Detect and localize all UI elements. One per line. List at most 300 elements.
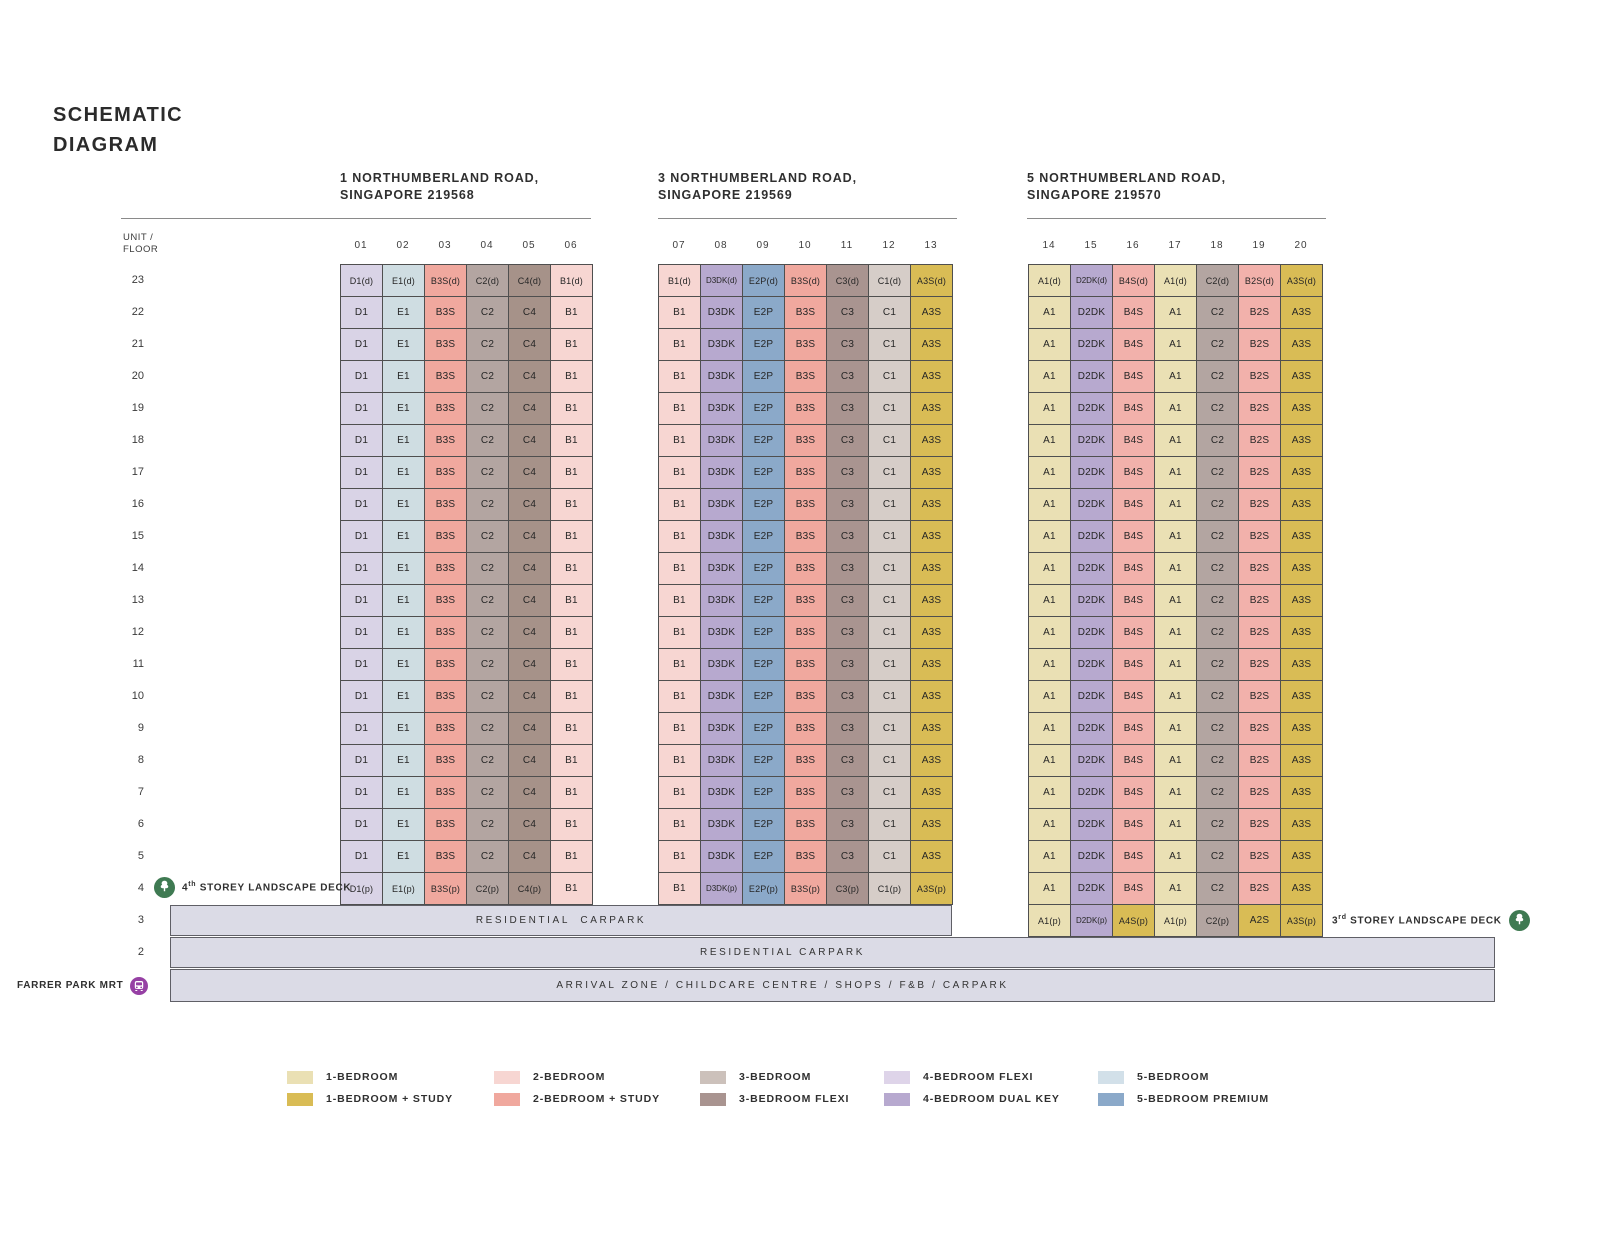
- unit-cell: A3S: [911, 489, 952, 520]
- unit-cell: D3DK: [701, 649, 742, 680]
- unit-cell: B3S: [785, 745, 826, 776]
- unit-cell: C3: [827, 809, 868, 840]
- block-2-header-rule: [658, 218, 957, 219]
- unit-cell: C4: [509, 777, 550, 808]
- unit-cell: C4: [509, 457, 550, 488]
- unit-cell: C2: [467, 457, 508, 488]
- floor-2-carpark-label: RESIDENTIAL CARPARK: [700, 947, 865, 958]
- unit-cell: D2DK: [1071, 297, 1112, 328]
- unit-cell: B1: [551, 873, 592, 904]
- unit-number-06: 06: [564, 240, 578, 251]
- unit-number-16: 16: [1126, 240, 1140, 251]
- unit-cell: A3S: [911, 585, 952, 616]
- unit-cell: B2S: [1239, 873, 1280, 904]
- unit-cell: A3S: [1281, 393, 1322, 424]
- unit-cell: A3S(p): [911, 873, 952, 904]
- unit-cell: B2S: [1239, 681, 1280, 712]
- block-2-unit-numbers: [658, 236, 952, 256]
- unit-cell: B3S: [425, 841, 466, 872]
- legend-label: 4-BEDROOM DUAL KEY: [923, 1093, 1060, 1105]
- unit-cell: B3S: [425, 649, 466, 680]
- unit-cell: A1: [1155, 681, 1196, 712]
- unit-cell: A1: [1029, 425, 1070, 456]
- unit-cell: A3S: [1281, 361, 1322, 392]
- unit-cell: B3S(d): [425, 265, 466, 296]
- unit-number-01: 01: [354, 240, 368, 251]
- unit-cell: B3S: [425, 745, 466, 776]
- legend-column: [884, 1066, 1060, 1110]
- floor-label-13: 13: [131, 594, 144, 606]
- unit-cell: E1: [383, 457, 424, 488]
- unit-cell: C2: [1197, 329, 1238, 360]
- unit-cell: A3S: [911, 649, 952, 680]
- unit-cell: C3: [827, 681, 868, 712]
- floor-label-15: 15: [131, 530, 144, 542]
- unit-cell: D1: [341, 489, 382, 520]
- unit-cell: B1: [551, 361, 592, 392]
- unit-cell: B2S: [1239, 425, 1280, 456]
- unit-cell: B3S: [785, 553, 826, 584]
- unit-cell: B4S: [1113, 297, 1154, 328]
- legend-swatch: [287, 1071, 313, 1084]
- unit-cell: E1: [383, 297, 424, 328]
- unit-cell: C1: [869, 585, 910, 616]
- unit-number-19: 19: [1252, 240, 1266, 251]
- unit-cell: D3DK: [701, 585, 742, 616]
- unit-cell: E1(p): [383, 873, 424, 904]
- unit-cell: B3S: [425, 777, 466, 808]
- legend-swatch: [700, 1093, 726, 1106]
- unit-cell: A3S: [1281, 585, 1322, 616]
- unit-cell: C4: [509, 841, 550, 872]
- unit-cell: B3S: [785, 489, 826, 520]
- unit-cell: C2: [467, 745, 508, 776]
- unit-cell: E1(d): [383, 265, 424, 296]
- floor-label-21: 21: [131, 338, 144, 350]
- block-1-address: [340, 170, 539, 204]
- unit-grid-block-2: [658, 264, 953, 905]
- floor-label-10: 10: [131, 690, 144, 702]
- unit-number-10: 10: [798, 240, 812, 251]
- unit-cell: B3S: [785, 425, 826, 456]
- unit-cell: A1: [1029, 489, 1070, 520]
- unit-cell: D3DK(d): [701, 265, 742, 296]
- unit-cell: B4S: [1113, 361, 1154, 392]
- unit-cell: C2: [1197, 393, 1238, 424]
- unit-cell: C1(d): [869, 265, 910, 296]
- page-title: [53, 100, 183, 160]
- unit-cell: D3DK: [701, 777, 742, 808]
- unit-cell: C1: [869, 393, 910, 424]
- block-2-address-line2: SINGAPORE 219569: [658, 188, 793, 202]
- floor-label-5: 5: [137, 850, 144, 862]
- unit-cell: B1: [551, 585, 592, 616]
- unit-cell: C2(d): [1197, 265, 1238, 296]
- unit-cell: D3DK: [701, 681, 742, 712]
- unit-cell: B3S: [425, 489, 466, 520]
- unit-cell: A1: [1029, 649, 1070, 680]
- unit-cell: C2: [1197, 745, 1238, 776]
- unit-cell: B3S: [425, 521, 466, 552]
- unit-cell: A3S: [911, 361, 952, 392]
- unit-cell: C2: [1197, 809, 1238, 840]
- unit-cell: A3S: [1281, 745, 1322, 776]
- unit-cell: D3DK: [701, 457, 742, 488]
- landscape-deck-3-label: 3rd STOREY LANDSCAPE DECK: [1332, 914, 1502, 927]
- unit-cell: D3DK: [701, 521, 742, 552]
- unit-cell: C2: [1197, 777, 1238, 808]
- unit-cell: B1: [659, 777, 700, 808]
- unit-cell: A1: [1155, 393, 1196, 424]
- unit-cell: C3: [827, 649, 868, 680]
- unit-cell: A1: [1155, 297, 1196, 328]
- unit-cell: B4S: [1113, 745, 1154, 776]
- unit-cell: A3S: [911, 553, 952, 584]
- unit-cell: B3S: [425, 329, 466, 360]
- unit-cell: A1: [1155, 425, 1196, 456]
- unit-cell: D2DK: [1071, 521, 1112, 552]
- unit-cell: C2: [467, 393, 508, 424]
- unit-cell: A3S: [911, 297, 952, 328]
- block-3-address-line2: SINGAPORE 219570: [1027, 188, 1162, 202]
- unit-cell: C4(d): [509, 265, 550, 296]
- legend-column: [700, 1066, 849, 1110]
- unit-cell: B1: [551, 297, 592, 328]
- unit-cell: B1: [551, 713, 592, 744]
- unit-cell: D2DK: [1071, 617, 1112, 648]
- unit-cell: E1: [383, 841, 424, 872]
- floor-1-arrival-label: ARRIVAL ZONE / CHILDCARE CENTRE / SHOPS / F&B / CARPARK: [556, 980, 1009, 991]
- unit-cell: B3S(p): [425, 873, 466, 904]
- unit-cell: C2: [467, 649, 508, 680]
- legend-column: [1098, 1066, 1269, 1110]
- tree-icon: [1509, 910, 1530, 931]
- unit-cell: A3S: [1281, 841, 1322, 872]
- unit-cell: C2: [467, 329, 508, 360]
- floor-3-carpark-label: RESIDENTIAL CARPARK: [475, 915, 647, 926]
- unit-cell: C1: [869, 649, 910, 680]
- unit-cell: C2(d): [467, 265, 508, 296]
- unit-cell: B3S: [785, 681, 826, 712]
- unit-cell: C1: [869, 841, 910, 872]
- unit-cell: C4: [509, 713, 550, 744]
- floor-label-23: 23: [131, 274, 144, 286]
- unit-cell: B3S: [425, 361, 466, 392]
- unit-cell: A1: [1029, 777, 1070, 808]
- unit-cell: B3S: [425, 425, 466, 456]
- unit-cell: B1: [551, 745, 592, 776]
- unit-cell: B3S: [425, 681, 466, 712]
- unit-cell: C3: [827, 425, 868, 456]
- unit-cell: A3S: [911, 521, 952, 552]
- unit-cell: C4: [509, 649, 550, 680]
- legend-item: [287, 1088, 453, 1110]
- unit-cell: A1: [1155, 809, 1196, 840]
- unit-cell: D1: [341, 361, 382, 392]
- unit-number-05: 05: [522, 240, 536, 251]
- unit-cell: C1: [869, 809, 910, 840]
- unit-cell: D3DK: [701, 393, 742, 424]
- unit-cell: B3S: [785, 617, 826, 648]
- unit-cell: C2(p): [467, 873, 508, 904]
- unit-cell: A3S: [1281, 713, 1322, 744]
- unit-cell: B2S: [1239, 585, 1280, 616]
- unit-cell: C1: [869, 521, 910, 552]
- legend-item: [494, 1088, 660, 1110]
- unit-cell: E1: [383, 425, 424, 456]
- unit-cell: A1(p): [1029, 905, 1070, 936]
- unit-cell: B1: [551, 681, 592, 712]
- unit-cell: B2S: [1239, 393, 1280, 424]
- unit-cell: A2S: [1239, 905, 1280, 936]
- unit-cell: B2S: [1239, 521, 1280, 552]
- unit-cell: C4: [509, 329, 550, 360]
- unit-cell: A1: [1155, 841, 1196, 872]
- unit-cell: A3S: [911, 457, 952, 488]
- block-2-address-line1: 3 NORTHUMBERLAND ROAD,: [658, 171, 857, 185]
- legend-label: 5-BEDROOM PREMIUM: [1137, 1093, 1269, 1105]
- unit-cell: B1: [659, 361, 700, 392]
- unit-cell: A1: [1029, 457, 1070, 488]
- unit-cell: B1: [659, 841, 700, 872]
- unit-cell: A3S(p): [1281, 905, 1322, 936]
- unit-cell: B2S: [1239, 649, 1280, 680]
- unit-cell: C2: [1197, 617, 1238, 648]
- unit-cell: C1(p): [869, 873, 910, 904]
- unit-grid-block-3: [1028, 264, 1323, 937]
- unit-cell: B1: [551, 553, 592, 584]
- unit-cell: B3S: [785, 393, 826, 424]
- unit-cell: C2: [467, 297, 508, 328]
- unit-cell: C2: [1197, 713, 1238, 744]
- unit-cell: A1: [1029, 553, 1070, 584]
- legend-swatch: [884, 1071, 910, 1084]
- unit-cell: A3S: [911, 617, 952, 648]
- unit-cell: D1(d): [341, 265, 382, 296]
- train-icon: [130, 977, 148, 995]
- unit-cell: B2S: [1239, 841, 1280, 872]
- unit-cell: D2DK: [1071, 585, 1112, 616]
- unit-number-18: 18: [1210, 240, 1224, 251]
- unit-cell: C3: [827, 521, 868, 552]
- block-1-address-line2: SINGAPORE 219568: [340, 188, 475, 202]
- floor-1-arrival-band: [170, 969, 1495, 1002]
- unit-cell: C1: [869, 489, 910, 520]
- unit-cell: C4: [509, 617, 550, 648]
- unit-cell: D1: [341, 617, 382, 648]
- unit-number-11: 11: [840, 240, 854, 251]
- unit-cell: B1: [551, 777, 592, 808]
- unit-cell: C4: [509, 809, 550, 840]
- unit-cell: B3S: [785, 841, 826, 872]
- unit-cell: A3S: [911, 425, 952, 456]
- unit-cell: C4: [509, 585, 550, 616]
- unit-number-09: 09: [756, 240, 770, 251]
- unit-cell: A3S: [911, 681, 952, 712]
- unit-cell: D1: [341, 393, 382, 424]
- unit-cell: D3DK: [701, 297, 742, 328]
- unit-cell: B3S: [425, 713, 466, 744]
- unit-number-07: 07: [672, 240, 686, 251]
- unit-cell: B1: [551, 617, 592, 648]
- unit-cell: D3DK: [701, 553, 742, 584]
- unit-cell: E2P: [743, 777, 784, 808]
- legend-label: 1-BEDROOM + STUDY: [326, 1093, 454, 1105]
- unit-cell: C1: [869, 361, 910, 392]
- unit-cell: A1: [1029, 297, 1070, 328]
- unit-number-17: 17: [1168, 240, 1182, 251]
- unit-cell: B2S: [1239, 489, 1280, 520]
- floor-label-7: 7: [137, 786, 144, 798]
- unit-cell: B1: [659, 585, 700, 616]
- unit-cell: E1: [383, 745, 424, 776]
- unit-cell: D1: [341, 777, 382, 808]
- unit-cell: A1: [1155, 745, 1196, 776]
- unit-number-12: 12: [882, 240, 896, 251]
- unit-cell: A1: [1155, 329, 1196, 360]
- unit-cell: C2: [467, 521, 508, 552]
- block-1-unit-numbers: [340, 236, 592, 256]
- block-3-address: [1027, 170, 1226, 204]
- unit-cell: B1: [551, 457, 592, 488]
- unit-cell: D2DK: [1071, 489, 1112, 520]
- unit-cell: A3S: [1281, 297, 1322, 328]
- block-1-address-line1: 1 NORTHUMBERLAND ROAD,: [340, 171, 539, 185]
- unit-cell: E1: [383, 393, 424, 424]
- farrer-park-mrt-label: FARRER PARK MRT: [17, 980, 124, 991]
- floor-label-6: 6: [137, 818, 144, 830]
- unit-cell: A1(d): [1029, 265, 1070, 296]
- unit-cell: A1(d): [1155, 265, 1196, 296]
- legend-swatch: [1098, 1093, 1124, 1106]
- legend-swatch: [1098, 1071, 1124, 1084]
- unit-cell: C4: [509, 361, 550, 392]
- legend-item: [884, 1088, 1060, 1110]
- unit-cell: B1: [551, 425, 592, 456]
- unit-cell: A3S: [1281, 809, 1322, 840]
- unit-cell: B1: [659, 457, 700, 488]
- unit-cell: B2S: [1239, 809, 1280, 840]
- unit-cell: C2: [1197, 841, 1238, 872]
- unit-cell: C4: [509, 521, 550, 552]
- unit-cell: C3: [827, 585, 868, 616]
- unit-cell: A3S: [911, 329, 952, 360]
- unit-cell: E1: [383, 585, 424, 616]
- unit-cell: E1: [383, 361, 424, 392]
- unit-cell: B4S: [1113, 649, 1154, 680]
- unit-cell: D2DK(d): [1071, 265, 1112, 296]
- floor-label-20: 20: [131, 370, 144, 382]
- unit-cell: B2S: [1239, 713, 1280, 744]
- unit-cell: B3S: [785, 777, 826, 808]
- unit-cell: B1: [551, 841, 592, 872]
- unit-cell: B4S: [1113, 425, 1154, 456]
- floor-label-11: 11: [132, 658, 144, 670]
- unit-cell: C2: [1197, 489, 1238, 520]
- unit-cell: A1: [1155, 777, 1196, 808]
- unit-cell: B3S: [785, 329, 826, 360]
- unit-cell: C2: [467, 713, 508, 744]
- unit-cell: D3DK: [701, 809, 742, 840]
- unit-cell: B3S: [425, 553, 466, 584]
- unit-cell: B4S: [1113, 713, 1154, 744]
- unit-cell: B4S: [1113, 873, 1154, 904]
- unit-cell: B2S: [1239, 297, 1280, 328]
- unit-cell: A1: [1155, 361, 1196, 392]
- unit-number-15: 15: [1084, 240, 1098, 251]
- unit-cell: C1: [869, 745, 910, 776]
- unit-cell: E2P: [743, 329, 784, 360]
- legend-label: 5-BEDROOM: [1137, 1071, 1210, 1083]
- floor-label-3: 3: [137, 914, 144, 926]
- unit-cell: E2P: [743, 713, 784, 744]
- unit-cell: B3S: [425, 393, 466, 424]
- legend-item: [700, 1066, 849, 1088]
- unit-cell: A3S: [1281, 617, 1322, 648]
- unit-cell: D1: [341, 297, 382, 328]
- unit-cell: B4S: [1113, 553, 1154, 584]
- unit-cell: D2DK: [1071, 745, 1112, 776]
- unit-cell: D2DK: [1071, 873, 1112, 904]
- unit-cell: A3S: [911, 393, 952, 424]
- unit-cell: A1: [1155, 617, 1196, 648]
- floor-label-18: 18: [131, 434, 144, 446]
- landscape-deck-4-annotation: [154, 871, 351, 903]
- unit-floor-line1: UNIT /: [123, 232, 154, 243]
- unit-cell: E2P: [743, 489, 784, 520]
- unit-cell: B1: [659, 329, 700, 360]
- unit-cell: B3S: [425, 809, 466, 840]
- unit-cell: C3: [827, 393, 868, 424]
- legend-label: 2-BEDROOM: [533, 1071, 606, 1083]
- unit-cell: A1: [1155, 521, 1196, 552]
- unit-cell: D1: [341, 713, 382, 744]
- unit-cell: D2DK: [1071, 809, 1112, 840]
- unit-cell: C2: [1197, 457, 1238, 488]
- unit-cell: D2DK: [1071, 553, 1112, 584]
- unit-cell: C2: [1197, 521, 1238, 552]
- unit-cell: A3S: [1281, 681, 1322, 712]
- unit-cell: C2: [467, 585, 508, 616]
- block-3-header-rule: [1027, 218, 1326, 219]
- unit-cell: A3S: [1281, 553, 1322, 584]
- floor-3-carpark-band: [170, 905, 952, 936]
- unit-cell: D2DK: [1071, 777, 1112, 808]
- unit-cell: D2DK: [1071, 361, 1112, 392]
- unit-cell: D3DK: [701, 329, 742, 360]
- unit-cell: B1: [551, 809, 592, 840]
- floor-label-2: 2: [137, 946, 144, 958]
- unit-cell: C3: [827, 777, 868, 808]
- unit-number-14: 14: [1042, 240, 1056, 251]
- unit-cell: C2: [1197, 553, 1238, 584]
- unit-floor-line2: FLOOR: [123, 244, 159, 255]
- unit-cell: A1: [1155, 457, 1196, 488]
- unit-cell: B3S: [785, 649, 826, 680]
- unit-cell: E1: [383, 809, 424, 840]
- unit-cell: A3S: [1281, 329, 1322, 360]
- floor-2-carpark-band: [170, 937, 1495, 968]
- unit-cell: B4S: [1113, 489, 1154, 520]
- legend-label: 2-BEDROOM + STUDY: [533, 1093, 661, 1105]
- unit-cell: A3S: [1281, 873, 1322, 904]
- floor-label-12: 12: [131, 626, 144, 638]
- legend-label: 4-BEDROOM FLEXI: [923, 1071, 1034, 1083]
- unit-cell: A3S: [911, 713, 952, 744]
- unit-cell: E2P: [743, 841, 784, 872]
- floor-label-19: 19: [131, 402, 144, 414]
- legend-column: [287, 1066, 453, 1110]
